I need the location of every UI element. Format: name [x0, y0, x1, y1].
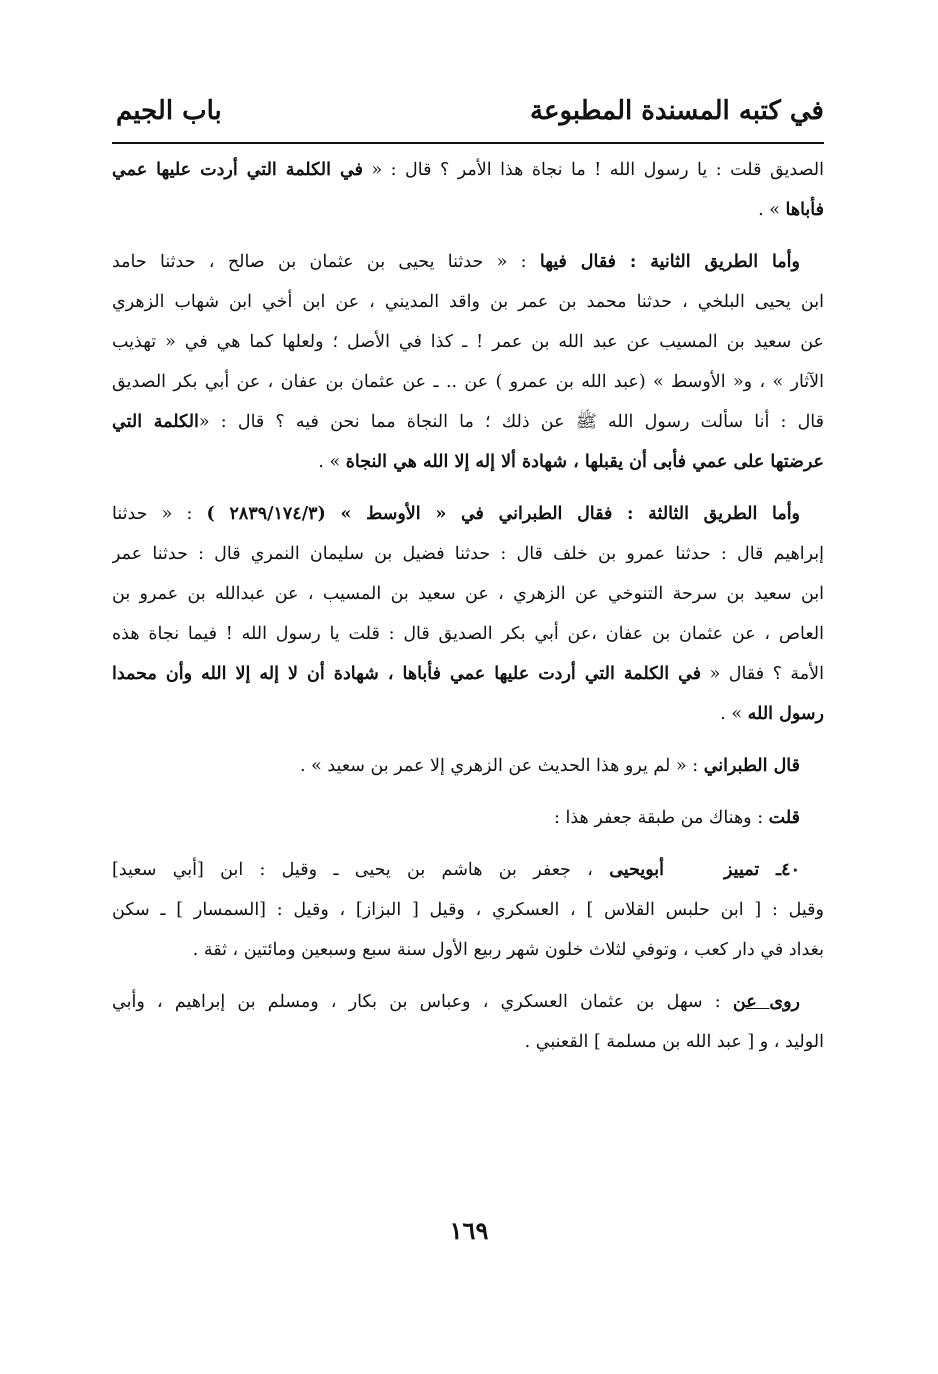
text-line — [112, 982, 824, 1022]
paragraph-p2 — [112, 242, 824, 482]
text-segment: في الكلمة التي أردت عليها عمي فأباها ، شهادة أن لا إله إلا الله وأن محمدا — [112, 664, 702, 684]
paragraph-p6 — [112, 850, 824, 970]
text-line — [112, 322, 824, 362]
text-segment: وأما الطريق الثالثة : فقال الطبراني في « الأوسط » (٢٨٣٩/١٧٤/٣ ) — [206, 504, 801, 524]
paragraph-p1 — [112, 150, 824, 230]
text-segment: » . — [758, 200, 786, 220]
paragraph-gap — [112, 482, 824, 494]
text-line — [112, 402, 824, 442]
paragraph-gap — [112, 970, 824, 982]
text-segment: بغداد في دار كعب ، وتوفي لثلاث خلون شهر ربيع الأول سنة سبع وسبعين ومائتين ، ثقة . — [192, 940, 824, 960]
text-line — [112, 494, 824, 534]
text-segment: : « لم يرو هذا الحديث عن الزهري إلا عمر بن سعيد » . — [299, 756, 704, 776]
text-segment: » . — [720, 704, 748, 724]
text-segment: ابن سعيد بن سرحة التنوخي عن الزهري ، عن سعيد بن المسيب ، عن عبدالله بن عمرو بن — [112, 584, 824, 604]
paragraph-p7 — [112, 982, 824, 1062]
text-segment: وأما الطريق الثانية : فقال فيها — [539, 252, 800, 272]
text-line — [112, 282, 824, 322]
text-segment: الآثار » ، و« الأوسط » (عبد الله بن عمرو ) عن .. ـ عن عثمان بن عفان ، عن أبي بكر الصديق — [112, 372, 824, 392]
text-line — [112, 1022, 824, 1062]
text-segment: قال الطبراني — [703, 756, 800, 776]
text-segment: رسول الله — [747, 704, 824, 724]
text-segment: ٤٠ـ تمييز — [724, 860, 800, 880]
paragraph-p4 — [112, 746, 824, 786]
text-segment: العاص ، عن عثمان بن عفان ،عن أبي بكر الصديق قال : قلت يا رسول الله ! فيما نجاة هذه — [112, 624, 824, 644]
text-segment: وقيل : [ ابن حلبس القلاس ] ، العسكري ، وقيل [ البزاز] ، وقيل : [السمسار ] ـ سكن — [112, 900, 824, 920]
text-segment: ، جعفر بن هاشم بن يحيى ـ وقيل : ابن [أبي سعيد] — [112, 860, 610, 880]
text-segment: : « حدثنا — [112, 504, 207, 524]
paragraph-gap — [112, 786, 824, 798]
paragraph-p5 — [112, 798, 824, 838]
text-segment: : « حدثنا يحيى بن عثمان بن صالح ، حدثنا حامد — [112, 252, 540, 272]
text-line — [112, 694, 824, 734]
text-line — [112, 746, 824, 786]
text-line — [112, 574, 824, 614]
text-line — [112, 242, 824, 282]
paragraph-gap — [112, 838, 824, 850]
text-segment: أبويحيى — [609, 860, 665, 880]
text-line — [112, 614, 824, 654]
text-segment: ابن يحيى البلخي ، حدثنا محمد بن عمر بن واقد المديني ، عن ابن أخي ابن شهاب الزهري — [112, 292, 824, 312]
text-segment: عرضتها على عمي فأبى أن يقبلها ، شهادة ألا إله إلا الله هي النجاة — [345, 452, 824, 472]
text-line — [112, 850, 824, 890]
text-segment: عن سعيد بن المسيب عن عبد الله بن عمر ! ـ كذا في الأصل ؛ ولعلها كما هي في « تهذيب — [112, 332, 824, 352]
text-segment: قال : أنا سألت رسول الله ﷺ عن ذلك ؛ ما النجاة مما نحن فيه ؟ قال : « — [198, 412, 824, 432]
text-segment: الأمة ؟ فقال « — [701, 664, 824, 684]
text-line — [112, 654, 824, 694]
book-title: في كتبه المسندة المطبوعة — [530, 96, 824, 126]
text-line — [112, 150, 824, 190]
text-segment: إبراهيم قال : حدثنا عمرو بن خلف قال : حدثنا فضيل بن سليمان النمري قال : حدثنا عمر — [112, 544, 824, 564]
text-segment: » . — [318, 452, 346, 472]
text-line — [112, 442, 824, 482]
text-segment: : سهل بن عثمان العسكري ، وعباس بن بكار ، ومسلم بن إبراهيم ، وأبي — [112, 992, 733, 1012]
text-segment: فأباها — [785, 200, 824, 220]
text-line — [112, 534, 824, 574]
text-segment: : وهناك من طبقة جعفر هذا : — [554, 808, 769, 828]
page-number: ١٦٩ — [449, 1216, 489, 1245]
text-segment: في الكلمة التي أردت عليها عمي — [112, 160, 363, 180]
text-segment: قلت — [768, 808, 800, 828]
text-segment: الوليد ، و [ عبد الله بن مسلمة ] القعنبي . — [524, 1032, 824, 1052]
paragraph-p3 — [112, 494, 824, 734]
text-segment: روى عن — [732, 992, 800, 1012]
paragraph-gap — [112, 734, 824, 746]
text-line — [112, 890, 824, 930]
text-line — [112, 362, 824, 402]
page-header — [112, 92, 824, 144]
text-line — [112, 930, 824, 970]
paragraph-gap — [112, 230, 824, 242]
text-line — [112, 190, 824, 230]
text-segment: الصديق قلت : يا رسول الله ! ما نجاة هذا الأمر ؟ قال : « — [362, 160, 824, 180]
text-segment: الكلمة التي — [112, 412, 199, 432]
chapter-title: باب الجيم — [116, 96, 222, 126]
text-line — [112, 798, 824, 838]
page-body — [112, 150, 824, 1062]
